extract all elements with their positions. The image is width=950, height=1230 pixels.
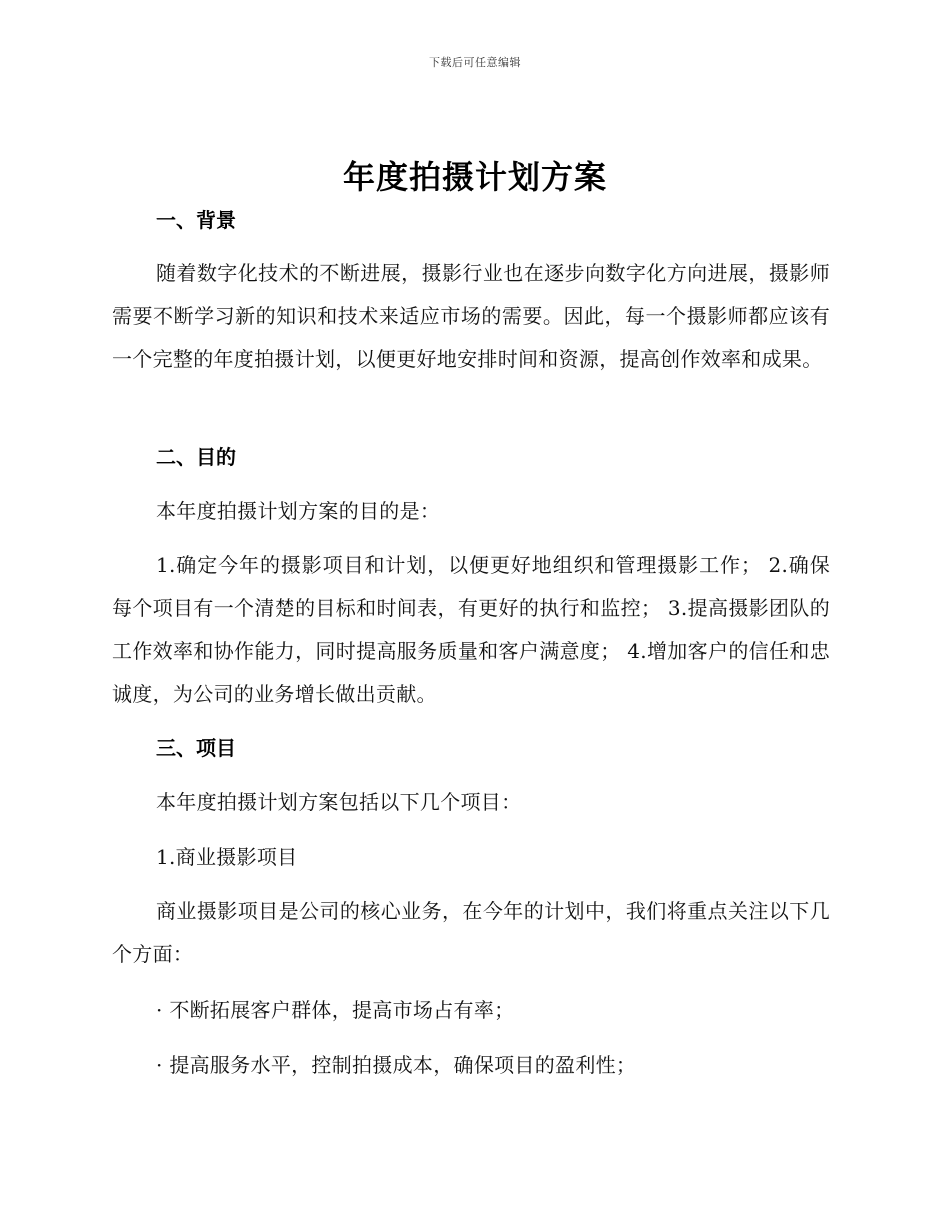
bullet-item-2: · 提高服务水平，控制拍摄成本，确保项目的盈利性； [156, 1053, 637, 1077]
purpose-paragraph: 1.确定今年的摄影项目和计划，以便更好地组织和管理摄影工作； 2.确保每个项目有一个清楚的目标和时间表，有更好的执行和监控； 3.提高摄影团队的工作效率和协作能力，同时提高服务质量和客户满意度； 4.增加客户的信任和忠诚度，为公司的业务增长做出贡献。 [112, 553, 830, 706]
project-item-1-paragraph: 商业摄影项目是公司的核心业务，在今年的计划中，我们将重点关注以下几个方面： [112, 899, 830, 966]
projects-intro: 本年度拍摄计划方案包括以下几个项目： [156, 790, 522, 814]
page-header-note: 下载后可任意编辑 [429, 56, 521, 69]
section-heading-purpose: 二、目的 [156, 445, 236, 469]
section-heading-projects: 三、项目 [156, 736, 236, 760]
document-title: 年度拍摄计划方案 [342, 158, 607, 196]
bullet-item-1: · 不断拓展客户群体，提高市场占有率； [156, 998, 515, 1022]
background-paragraph: 随着数字化技术的不断进展，摄影行业也在逐步向数字化方向进展，摄影师需要不断学习新的知识和技术来适应市场的需要。因此，每一个摄影师都应该有一个完整的年度拍摄计划，以便更好地安排时间和资源，提高创作效率和成果。 [112, 261, 830, 371]
project-item-1-title: 1.商业摄影项目 [156, 845, 298, 869]
purpose-intro: 本年度拍摄计划方案的目的是： [156, 499, 441, 523]
section-heading-background: 一、背景 [156, 208, 236, 232]
